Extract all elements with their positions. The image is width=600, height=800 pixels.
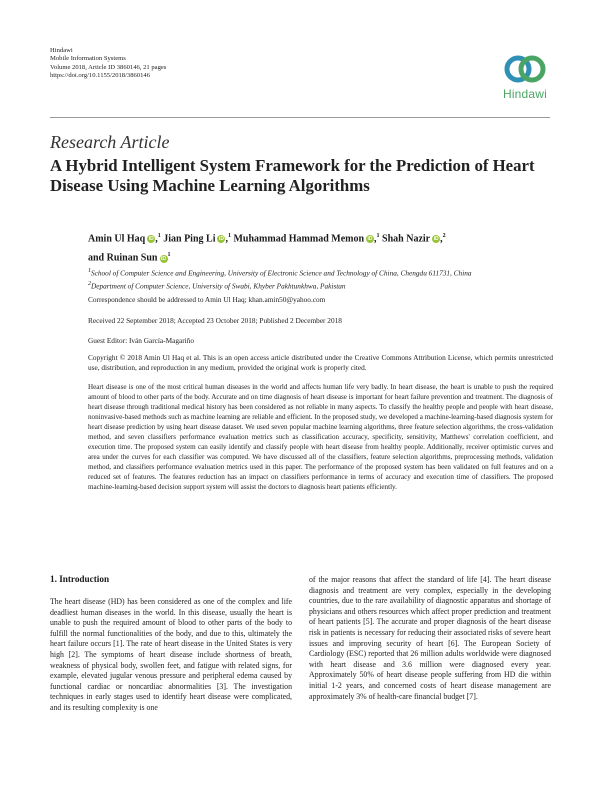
- article-type: Research Article: [50, 132, 170, 152]
- author-list: Amin Ul Haq iD ,$^1$ Jian Ping Li iD ,$^1$ Muhammad Hammad Memon iD ,$^1$ Shah Nazir iD ,$^2$ and Ruinan Sun $iD^1$: [88, 233, 446, 264]
- author-name[interactable]: Shah Nazir: [382, 233, 431, 245]
- affiliations: [88, 266, 553, 291]
- copyright-notice: Copyright © 2018 Amin Ul Haq et al. This is an open access article distributed under the Creative Commons Attribution License, which permits unrestricted use, distribution, and reproduction in any medium, provided the original work is properly cited.: [88, 353, 553, 373]
- orcid-icon[interactable]: iD: [218, 236, 224, 243]
- orcid-icon[interactable]: iD: [161, 255, 166, 262]
- header-divider: [50, 117, 550, 118]
- affiliation-item: [88, 279, 553, 292]
- affiliation-text: School of Computer Science and Engineering, University of Electronic Science and Technology of China, Chengdu 611731, China: [91, 268, 472, 278]
- affiliation-text: Department of Computer Science, University of Swabi, Khyber Pakhtunkhwa, Pakistan: [91, 281, 346, 291]
- author-conjunction: and: [88, 252, 105, 264]
- intro-column-left: The heart disease (HD) has been considered as one of the complex and life deadliest human diseases in the world. In this disease, usually the heart is unable to push the required amount of blood to other parts of the body to fulfill the normal functionalities of the body, and due to this, ultimately the heart failure occurs [1]. The rate of heart disease in the United States is very high [2]. The symptoms of heart disease include shortness of breath, weakness of physical body, swollen feet, and fatigue with related signs, for example, elevated jugular venous pressure and peripheral edema caused by functional cardiac or noncardiac abnormalities [3]. The investigation techniques in early stages used to identify heart disease were complicated, and its resulting complexity is one: [50, 597, 292, 712]
- intro-column-right: of the major reasons that affect the standard of life [4]. The heart disease diagnosis and treatment are very complex, especially in the developing countries, due to the rare availability of diagnostic apparatus and shortage of physicians and others resources which affect proper prediction and treatment of heart patients [5]. The accurate and proper diagnosis of the heart disease risk in patients is necessary for reducing their associated risks of severe heart issues and improving security of heart [6]. The European Society of Cardiology (ESC) reported that 26 million adults worldwide were diagnosed with heart disease and 3.6 million were diagnosed every year. Approximately 50% of heart disease people suffering from HD die within initial 1-2 years, and concerned costs of heart disease management are approximately 3% of health-care financial budget [7].: [309, 575, 551, 701]
- doi-link[interactable]: https://doi.org/10.1155/2018/3860146: [50, 71, 151, 79]
- author-affiliation-mark: 1: [227, 233, 231, 239]
- hindawi-logo-icon: [502, 52, 548, 86]
- author-affiliation-mark: 1: [376, 233, 380, 239]
- guest-editor: Guest Editor: Iván García-Magariño: [88, 336, 194, 345]
- author-name[interactable]: Amin Ul Haq: [88, 233, 146, 245]
- author-name[interactable]: Jian Ping Li: [163, 233, 216, 245]
- orcid-icon[interactable]: iD: [367, 236, 373, 243]
- volume-info: Volume 2018, Article ID 3860146, 21 pages: [50, 63, 167, 71]
- correspondence: Correspondence should be addressed to Amin Ul Haq; khan.amin50@yahoo.com: [88, 295, 326, 304]
- publisher-name: Hindawi: [50, 47, 73, 54]
- affiliation-item: [88, 266, 553, 279]
- journal-header: [50, 47, 166, 80]
- author-affiliation-mark: 1: [167, 252, 171, 259]
- orcid-icon[interactable]: iD: [148, 236, 154, 243]
- orcid-icon[interactable]: iD: [433, 236, 439, 243]
- section-heading: 1. Introduction: [50, 574, 110, 584]
- author-affiliation-mark: 1: [157, 233, 161, 239]
- publication-dates: Received 22 September 2018; Accepted 23 October 2018; Published 2 December 2018: [88, 316, 342, 325]
- affiliation-mark: 1: [88, 268, 91, 274]
- affiliation-mark: 2: [88, 280, 91, 287]
- abstract: Heart disease is one of the most critical human diseases in the world and affects human life very badly. In heart disease, the heart is unable to push the required amount of blood to other parts of the body. Accurate and on time diagnosis of heart disease is important for heart failure prevention and treatment. The diagnosis of heart disease through traditional medical history has been considered as not reliable in many aspects. To classify the healthy people and people with heart disease, noninvasive-based methods such as machine learning are reliable and efficient. In the proposed study, we developed a machine-learning-based diagnosis system for heart disease prediction by using heart disease dataset. We used seven popular machine learning algorithms, three feature selection algorithms, the cross-validation method, and seven classifiers performance evaluation metrics such as classification accuracy, specificity, sensitivity, Matthews' correlation coefficient, and execution time. The proposed system can easily identify and classify people with heart disease from healthy people. Additionally, receiver optimistic curves and area under the curves for each classifier was computed. We have discussed all of the classifiers, feature selection algorithms, preprocessing methods, validation method, and classifiers performance evaluation metrics used in this paper. The performance of the proposed system has been validated on full features and on a reduced set of features. The features reduction has an impact on classifiers performance in terms of accuracy and execution time of classifiers. The proposed machine-learning-based decision support system will assist the doctors to diagnosis heart patients efficiently.: [88, 383, 553, 491]
- journal-name: Mobile Information Systems: [50, 55, 126, 63]
- hindawi-logo: [496, 52, 554, 101]
- author-name[interactable]: Ruinan Sun: [106, 252, 158, 264]
- author-name[interactable]: Muhammad Hammad Memon: [233, 233, 365, 245]
- author-affiliation-mark: 2: [442, 233, 446, 239]
- paper-title: A Hybrid Intelligent System Framework for the Prediction of Heart Disease Using Machine Learning Algorithms: [50, 156, 535, 195]
- logo-text: Hindawi: [502, 87, 548, 101]
